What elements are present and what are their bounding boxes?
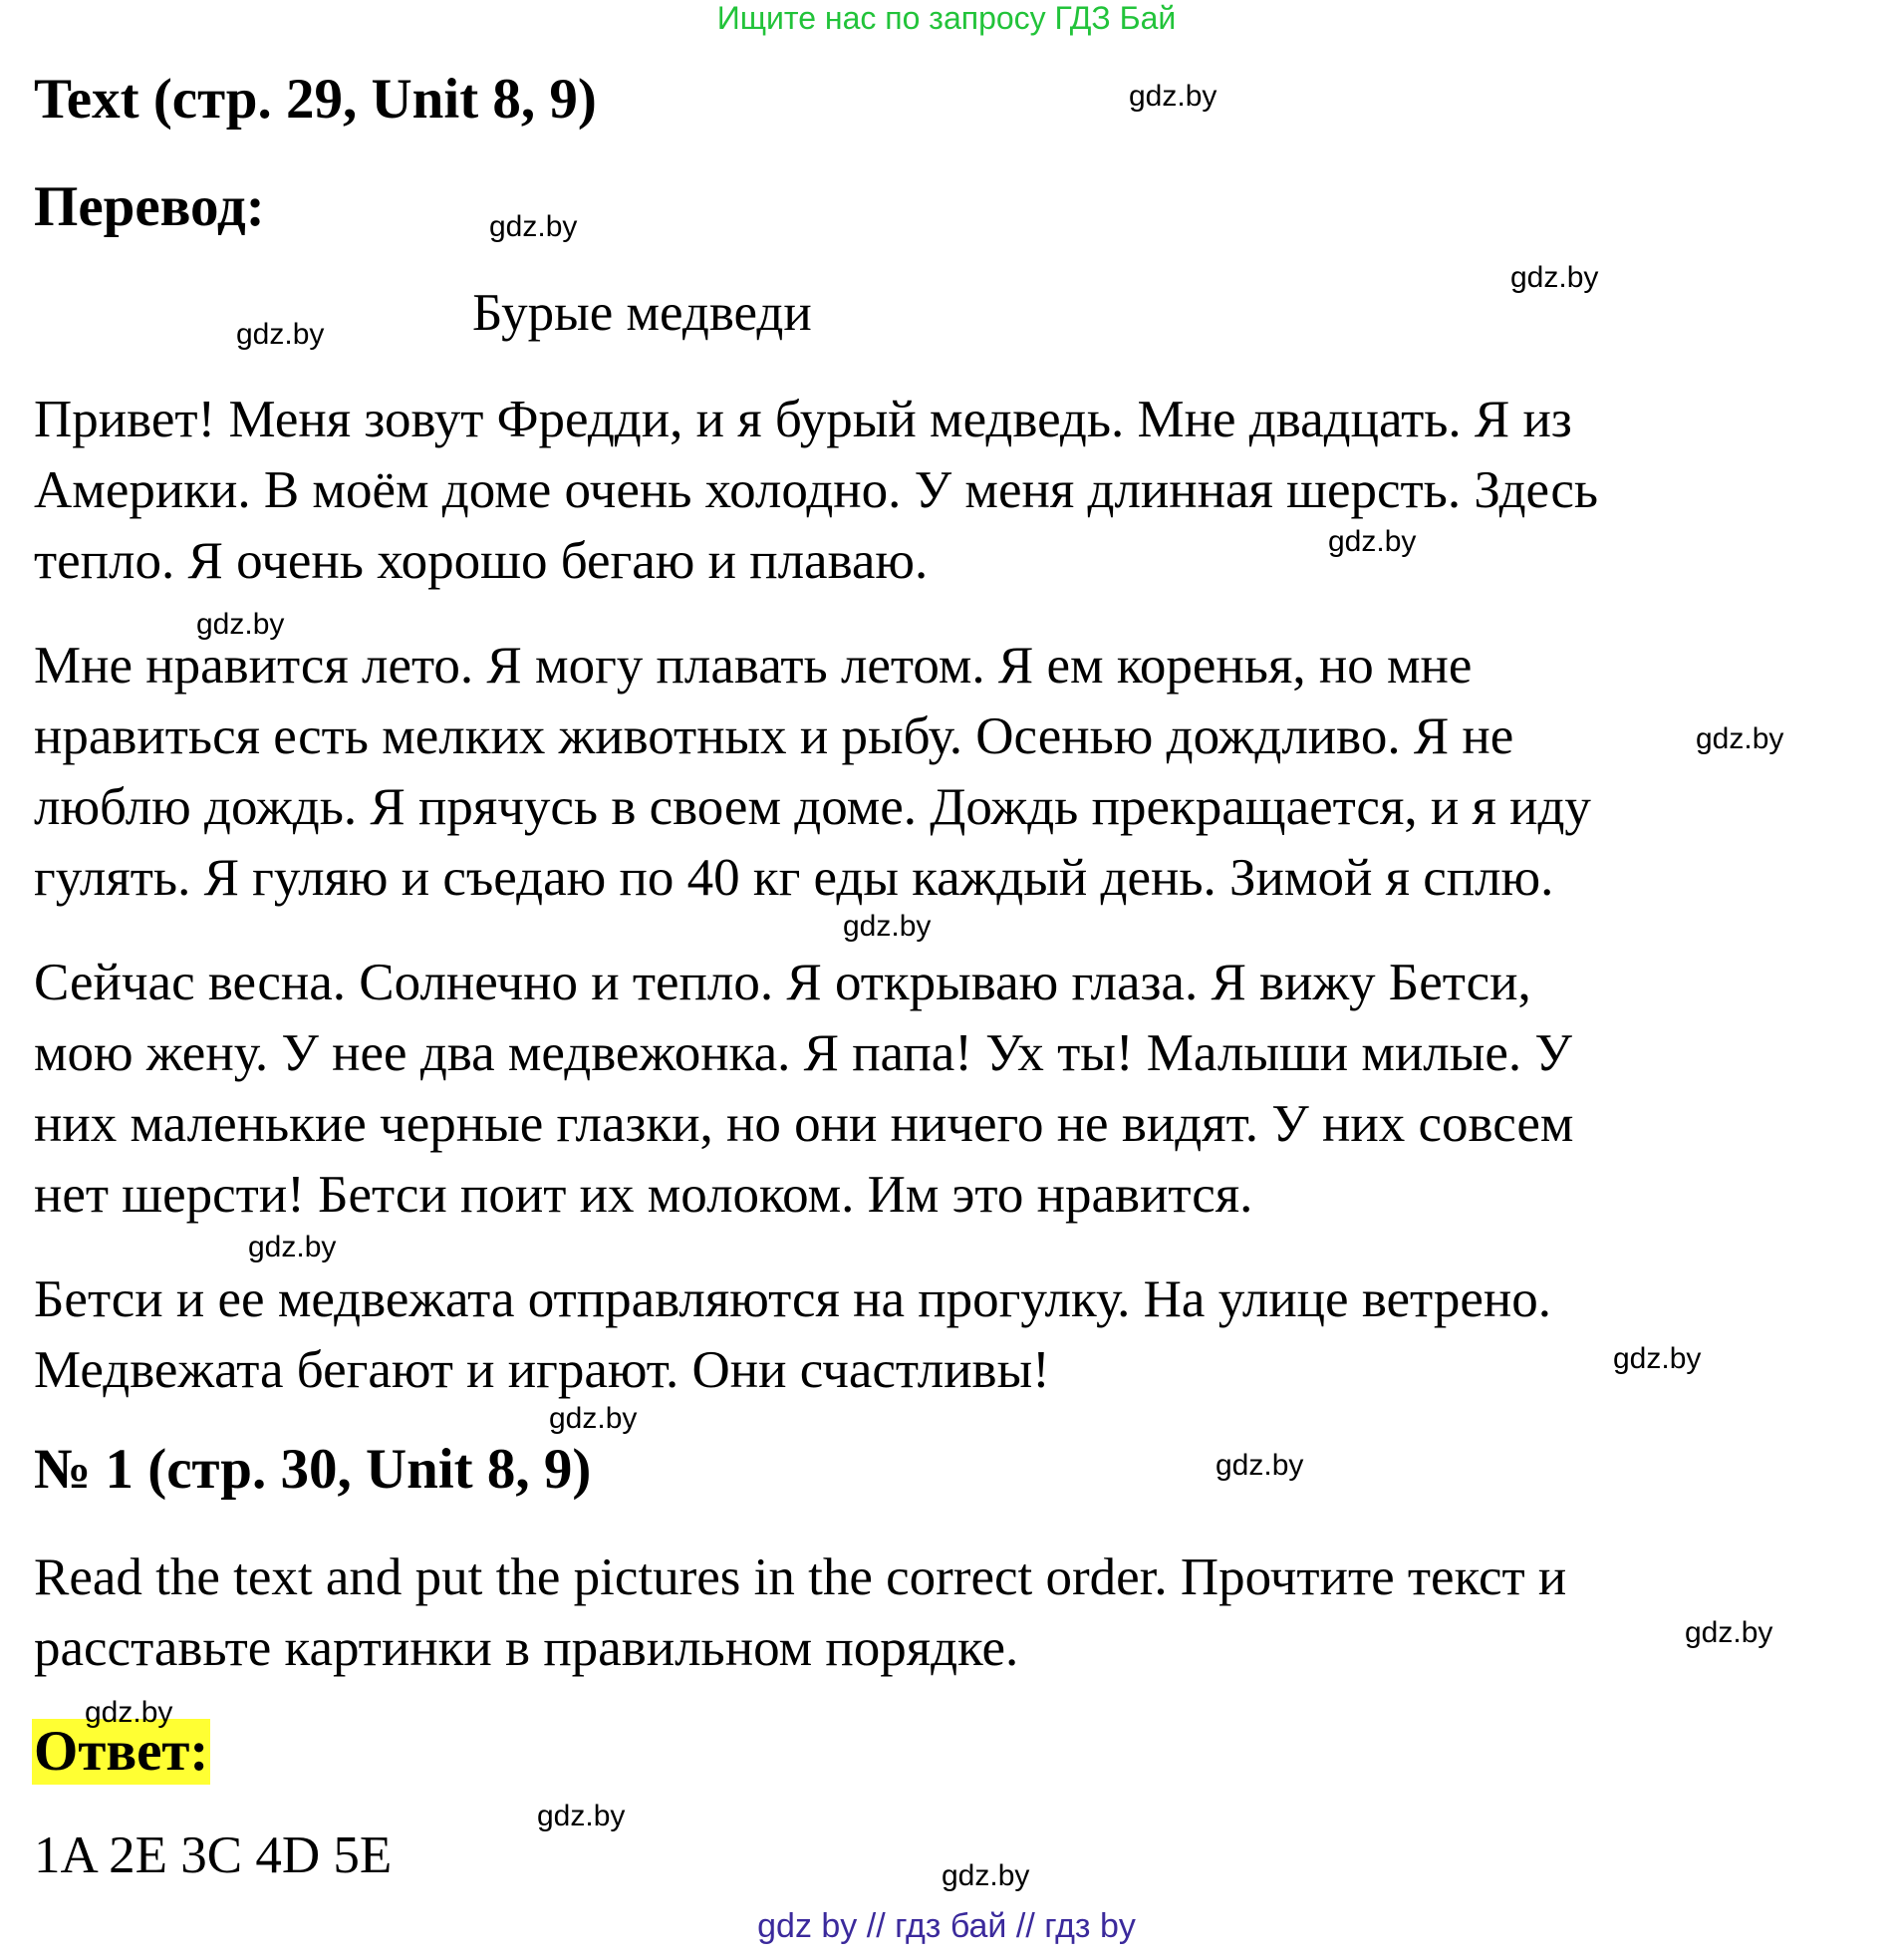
- watermark: gdz.by: [942, 1859, 1030, 1892]
- paragraph-line: Мне нравится лето. Я могу плавать летом. Я ем коренья, но мне: [34, 637, 1473, 695]
- translation-label: Перевод:: [34, 175, 265, 238]
- paragraph-line: мою жену. У нее два медвежонка. Я папа! Ух ты! Малыши милые. У: [34, 1024, 1572, 1082]
- watermark: gdz.by: [1129, 80, 1217, 113]
- watermark: gdz.by: [1510, 261, 1599, 294]
- watermark: gdz.by: [248, 1231, 337, 1263]
- watermark: gdz.by: [537, 1800, 626, 1832]
- paragraph-line: нет шерсти! Бетси поит их молоком. Им это нравится.: [34, 1166, 1253, 1224]
- paragraph-4: [34, 1264, 1827, 1406]
- paragraph-line: Америки. В моём доме очень холодно. У меня длинная шерсть. Здесь: [34, 461, 1599, 519]
- paragraph-1: [34, 385, 1827, 597]
- paragraph-2: [34, 631, 1827, 914]
- watermark: gdz.by: [1328, 525, 1417, 558]
- watermark: gdz.by: [1216, 1449, 1304, 1482]
- paragraph-line: Медвежата бегают и играют. Они счастливы!: [34, 1341, 1050, 1399]
- watermark: gdz.by: [843, 910, 932, 943]
- task-instruction: [34, 1542, 1827, 1684]
- paragraph-line: нравиться есть мелких животных и рыбу. Осенью дождливо. Я не: [34, 707, 1514, 765]
- watermark: gdz.by: [1685, 1616, 1773, 1649]
- watermark: gdz.by: [1696, 722, 1784, 755]
- paragraph-line: гулять. Я гуляю и съедаю по 40 кг еды каждый день. Зимой я сплю.: [34, 849, 1554, 907]
- paragraph-line: люблю дождь. Я прячусь в своем доме. Дождь прекращается, и я иду: [34, 778, 1591, 836]
- paragraph-line: Сейчас весна. Солнечно и тепло. Я открываю глаза. Я вижу Бетси,: [34, 954, 1531, 1011]
- paragraph-3: [34, 948, 1827, 1231]
- top-banner: Ищите нас по запросу ГДЗ Бай: [716, 0, 1177, 36]
- footer-links: gdz by // гдз бай // гдз by: [757, 1907, 1136, 1945]
- watermark: gdz.by: [236, 318, 325, 351]
- task-line: расставьте картинки в правильном порядке.: [34, 1619, 1019, 1677]
- story-title: Бурые медведи: [472, 284, 812, 342]
- text-heading: Text (стр. 29, Unit 8, 9): [34, 68, 597, 131]
- paragraph-line: Привет! Меня зовут Фредди, и я бурый медведь. Мне двадцать. Я из: [34, 391, 1572, 448]
- answer-label: Ответ:: [34, 1720, 209, 1783]
- paragraph-line: тепло. Я очень хорошо бегаю и плаваю.: [34, 532, 929, 590]
- paragraph-line: них маленькие черные глазки, но они ничего не видят. У них совсем: [34, 1095, 1574, 1153]
- watermark: gdz.by: [549, 1402, 638, 1435]
- paragraph-line: Бетси и ее медвежата отправляются на прогулку. На улице ветрено.: [34, 1270, 1551, 1328]
- watermark: gdz.by: [489, 210, 578, 243]
- watermark: gdz.by: [85, 1696, 173, 1729]
- task-line: Read the text and put the pictures in the correct order. Прочтите текст и: [34, 1548, 1567, 1606]
- answer-value: 1A 2E 3C 4D 5E: [34, 1826, 393, 1884]
- exercise-heading: № 1 (стр. 30, Unit 8, 9): [34, 1438, 592, 1501]
- watermark: gdz.by: [196, 608, 285, 641]
- watermark: gdz.by: [1613, 1342, 1702, 1375]
